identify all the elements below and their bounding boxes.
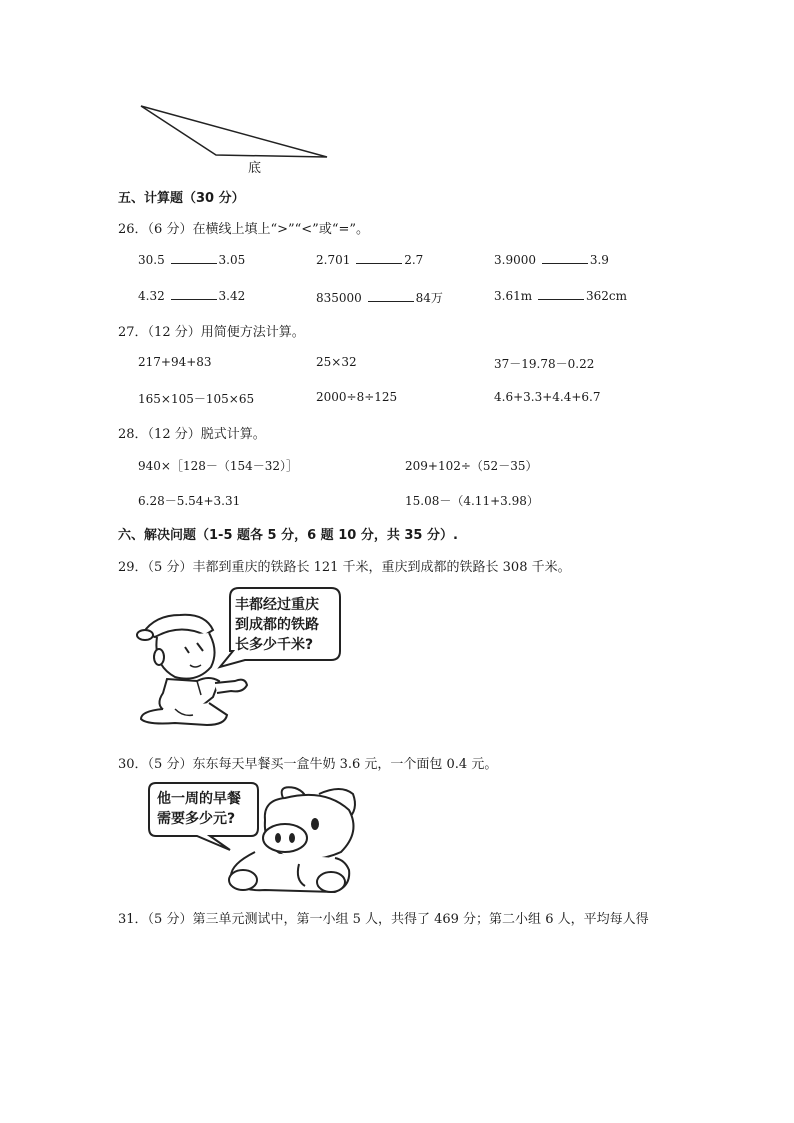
q26-left: 4.32 xyxy=(138,289,165,303)
q30-speech-bubble: 他一周的早餐 需要多少元? xyxy=(157,791,241,827)
q27-expr: 217+94+83 xyxy=(138,355,212,369)
q26-item xyxy=(494,289,627,303)
q26-item xyxy=(138,253,245,267)
section-5-heading: 五、计算题（30 分） xyxy=(118,191,245,206)
answer-blank[interactable] xyxy=(368,291,414,302)
q27-expr: 2000÷8÷125 xyxy=(316,390,398,404)
q29-speech-bubble: 丰都经过重庆 到成都的铁路 长多少千米? xyxy=(235,597,319,653)
q26-right: 362cm xyxy=(585,289,627,303)
q28-expr: 6.28－5.54+3.31 xyxy=(138,494,241,508)
q27-title: 27．（12 分）用简便方法计算。 xyxy=(118,325,305,340)
triangle-figure xyxy=(0,0,794,200)
q26-item xyxy=(494,253,609,267)
q28-title: 28．（12 分）脱式计算。 xyxy=(118,427,266,442)
answer-blank[interactable] xyxy=(542,253,588,264)
q26-item xyxy=(316,253,423,267)
q27-expr: 37－19.78－0.22 xyxy=(494,357,595,371)
q30-title: 30．（5 分）东东每天早餐买一盒牛奶 3.6 元，一个面包 0.4 元。 xyxy=(118,757,498,772)
q28-expr: 15.08－（4.11+3.98） xyxy=(405,494,539,508)
q26-right: 3.42 xyxy=(218,289,246,303)
q28-expr: 209+102÷（52－35） xyxy=(405,459,538,473)
q26-title: 26．（6 分）在横线上填上“>”“<”或“=”。 xyxy=(118,222,369,237)
q27-expr: 4.6+3.3+4.4+6.7 xyxy=(494,390,601,404)
q28-expr: 940×［128－（154－32）］ xyxy=(138,459,299,473)
answer-blank[interactable] xyxy=(171,253,217,264)
q27-expr: 25×32 xyxy=(316,355,357,369)
q26-right: 3.05 xyxy=(218,253,246,267)
q29-title: 29．（5 分）丰都到重庆的铁路长 121 千米，重庆到成都的铁路长 308 千米。 xyxy=(118,560,571,575)
q26-right: 2.7 xyxy=(404,253,424,267)
answer-blank[interactable] xyxy=(356,253,402,264)
q26-left: 3.61m xyxy=(494,289,533,303)
q26-right: 3.9 xyxy=(589,253,609,267)
q26-item xyxy=(138,289,245,303)
q31-title: 31．（5 分）第三单元测试中，第一小组 5 人，共得了 469 分；第二小组 6 人，平均每人得 xyxy=(118,912,649,927)
q26-left: 3.9000 xyxy=(494,253,536,267)
answer-blank[interactable] xyxy=(171,289,217,300)
q26-right: 84万 xyxy=(415,291,443,305)
q26-left: 30.5 xyxy=(138,253,165,267)
q26-left: 2.701 xyxy=(316,253,351,267)
answer-blank[interactable] xyxy=(538,289,584,300)
triangle-base-label: 底 xyxy=(248,161,262,176)
q26-item xyxy=(316,289,443,306)
section-6-heading: 六、解决问题（1-5 题各 5 分，6 题 10 分，共 35 分）. xyxy=(118,528,458,543)
q27-expr: 165×105－105×65 xyxy=(138,392,255,406)
q26-left: 835000 xyxy=(316,291,362,305)
